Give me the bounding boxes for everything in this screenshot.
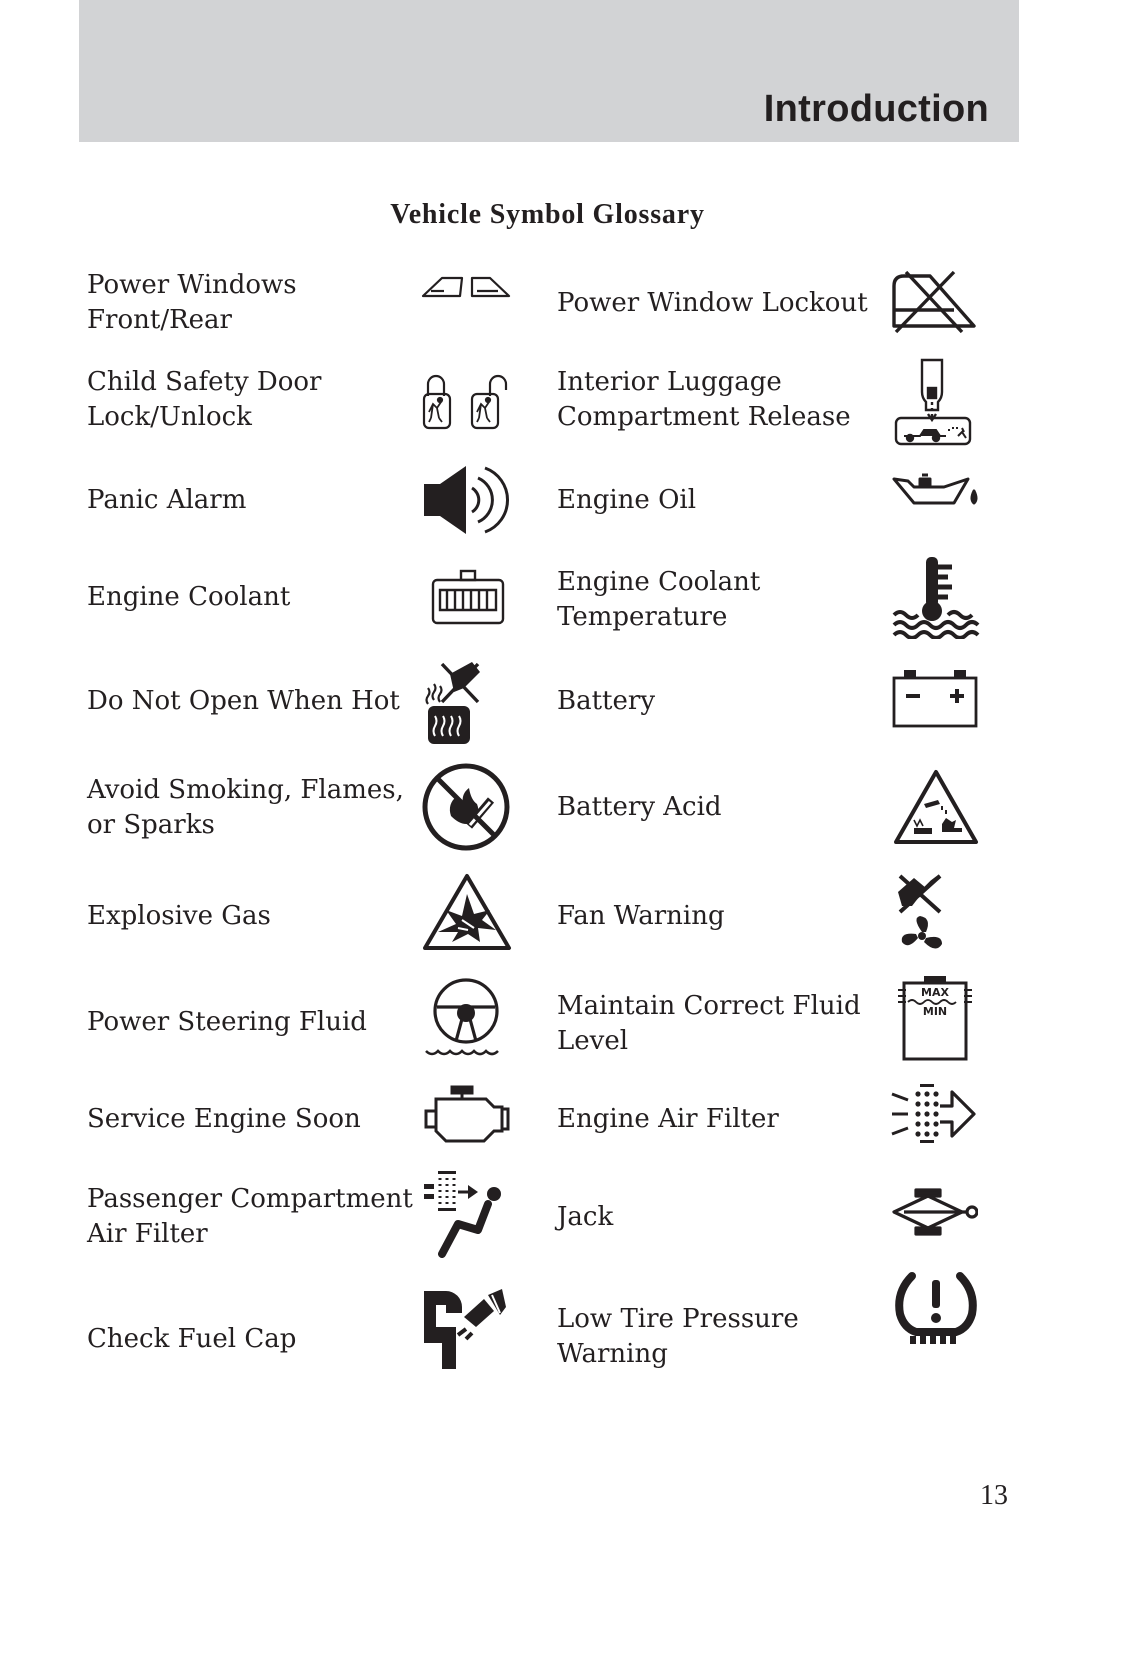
cabin-air-filter-icon: [422, 1168, 506, 1258]
fan-warning-icon: [892, 872, 952, 960]
label-child-safety-lock: Child Safety Door Lock/Unlock: [87, 367, 322, 432]
fluid-level-icon: [894, 974, 978, 1062]
oil-can-icon: [892, 471, 980, 511]
page-number: 13: [980, 1480, 1008, 1511]
battery-icon: [892, 668, 978, 728]
do-not-open-hot-icon: [424, 658, 484, 746]
label-window-lockout: Power Window Lockout: [557, 288, 868, 318]
panic-alarm-icon: [420, 462, 512, 538]
label-engine-coolant: Engine Coolant: [87, 582, 291, 612]
label-battery-acid: Battery Acid: [557, 792, 722, 822]
label-coolant-temperature: Engine Coolant Temperature: [557, 567, 761, 632]
coolant-temperature-icon: [890, 555, 980, 639]
label-cabin-air-filter: Passenger Compartment Air Filter: [87, 1184, 413, 1249]
label-explosive-gas: Explosive Gas: [87, 901, 271, 931]
power-steering-fluid-icon: [422, 975, 510, 1059]
jack-icon: [890, 1188, 978, 1236]
label-engine-oil: Engine Oil: [557, 485, 697, 515]
engine-air-filter-icon: [890, 1082, 978, 1146]
tire-pressure-icon: [894, 1270, 978, 1346]
trunk-release-icon: [892, 358, 974, 448]
power-windows-icon: [420, 274, 512, 300]
window-lockout-icon: [890, 270, 978, 336]
label-fluid-level: Maintain Correct Fluid Level: [557, 991, 861, 1056]
min-marker: MIN: [922, 1005, 948, 1018]
explosive-gas-icon: [422, 872, 512, 952]
glossary-title: Vehicle Symbol Glossary: [390, 199, 705, 230]
page-title: Introduction: [763, 88, 989, 130]
max-marker: MAX: [921, 986, 949, 999]
label-jack: Jack: [557, 1202, 614, 1232]
label-service-engine-soon: Service Engine Soon: [87, 1104, 361, 1134]
label-fan-warning: Fan Warning: [557, 901, 725, 931]
label-avoid-smoking: Avoid Smoking, Flames, or Sparks: [87, 775, 404, 840]
engine-coolant-icon: [430, 568, 506, 626]
label-low-tire-pressure: Low Tire Pressure Warning: [557, 1304, 799, 1369]
label-power-windows: Power Windows Front/Rear: [87, 270, 297, 335]
label-power-steering-fluid: Power Steering Fluid: [87, 1007, 367, 1037]
label-battery: Battery: [557, 686, 656, 716]
label-check-fuel-cap: Check Fuel Cap: [87, 1324, 297, 1354]
label-engine-air-filter: Engine Air Filter: [557, 1104, 779, 1134]
service-engine-icon: [422, 1085, 512, 1145]
label-do-not-open-hot: Do Not Open When Hot: [87, 686, 400, 716]
battery-acid-icon: [892, 768, 980, 846]
label-panic-alarm: Panic Alarm: [87, 485, 247, 515]
label-trunk-release: Interior Luggage Compartment Release: [557, 367, 851, 432]
fuel-cap-icon: [422, 1287, 508, 1371]
no-smoking-icon: [421, 762, 511, 852]
header-band: [79, 0, 1019, 142]
child-lock-icon: [422, 372, 512, 432]
